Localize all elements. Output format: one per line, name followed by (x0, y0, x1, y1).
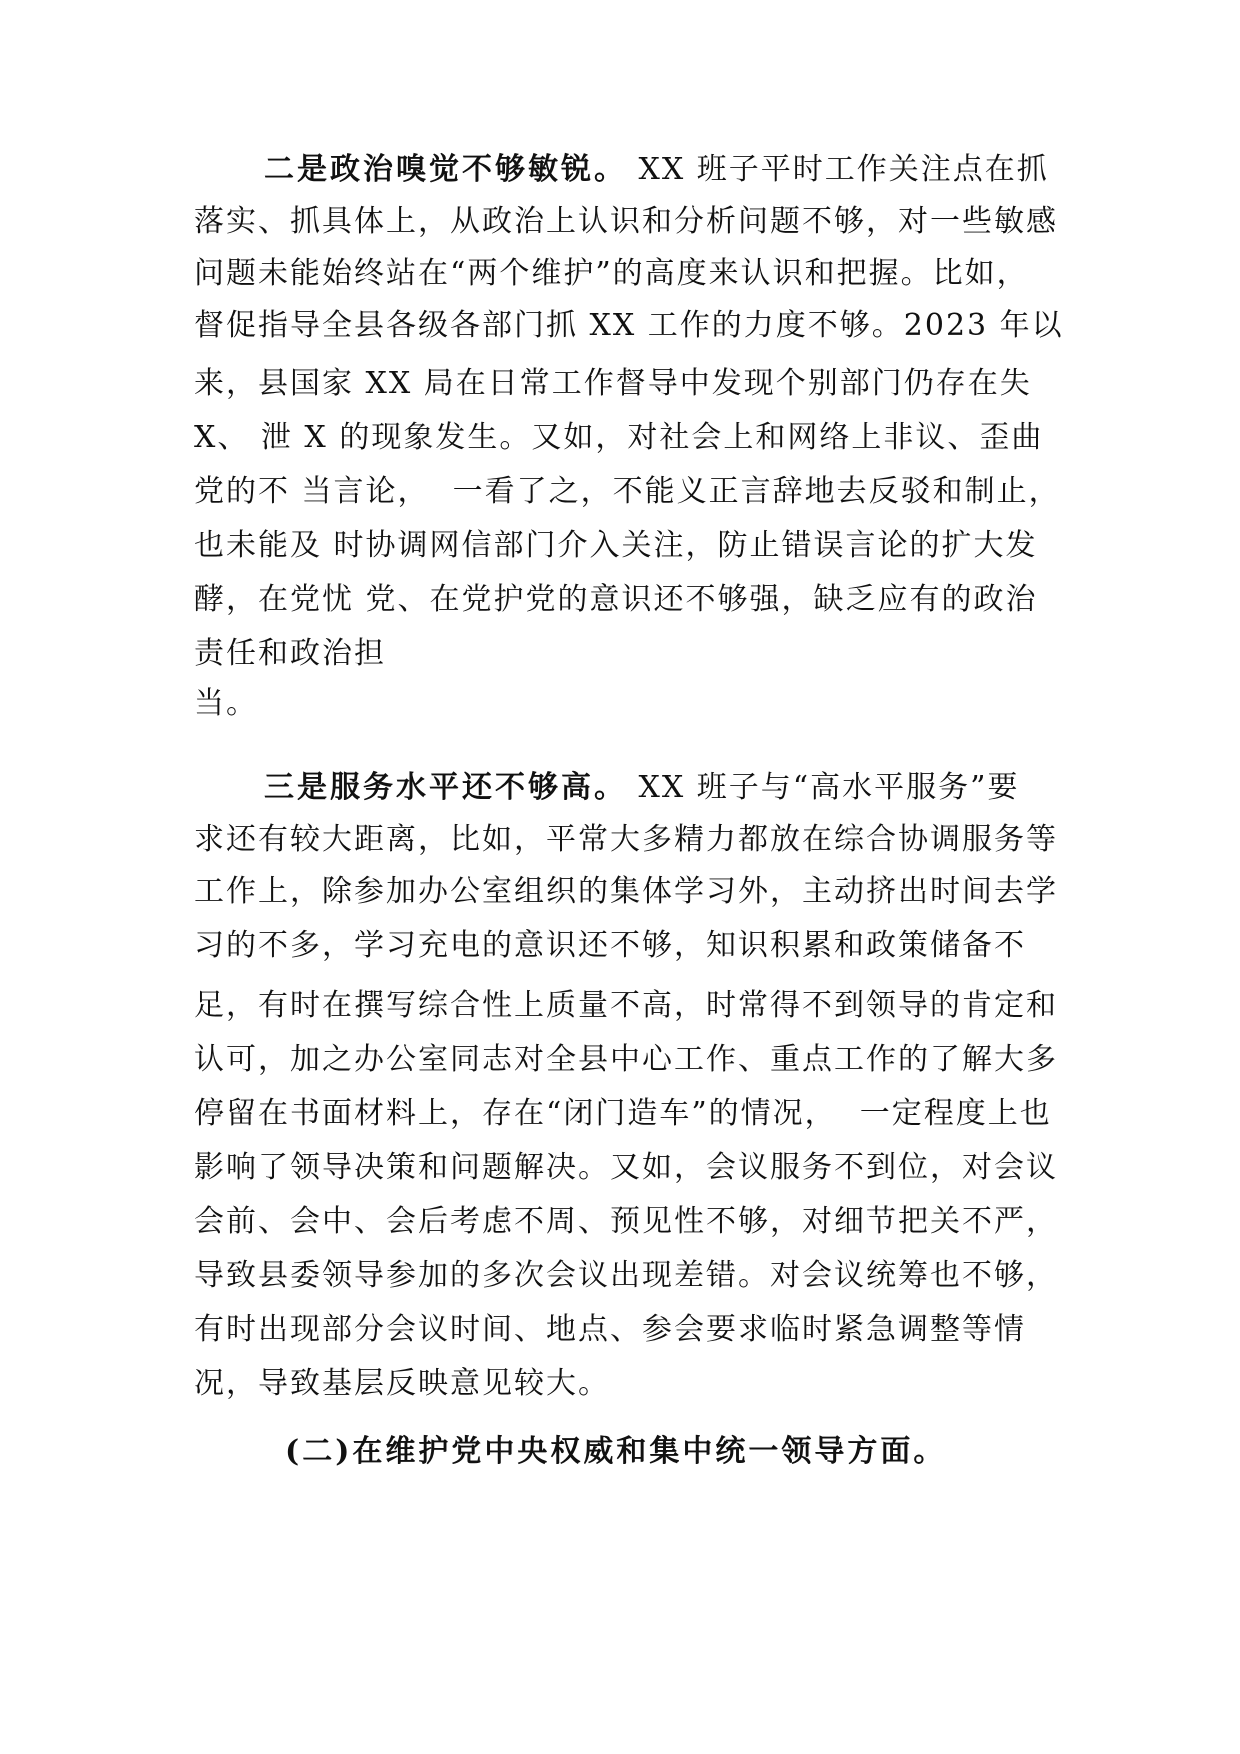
paragraph-1-line-5: 来，县国家 XX 局在日常工作督导中发现个别部门仍存在失 (194, 366, 1032, 401)
paragraph-2-line-10: 导致县委领导参加的多次会议出现差错。对会议统筹也不够， (194, 1258, 1058, 1293)
paragraph-2-text: XX 班子与“高水平服务”要 (627, 770, 1020, 805)
paragraph-2-line-4: 习的不多，学习充电的意识还不够，知识积累和政策储备不 (194, 928, 1026, 963)
paragraph-1-line-2: 落实、抓具体上，从政治上认识和分析问题不够，对一些敏感 (194, 204, 1058, 239)
paragraph-2-line-7: 停留在书面材料上，存在“闭门造车”的情况， 一定程度上也 (194, 1096, 1052, 1131)
paragraph-1-line-7: 党的不 当言论， 一看了之，不能义正言辞地去反驳和制止， (194, 474, 1061, 509)
paragraph-1-lead: 二是政治嗅觉不够敏锐。 (264, 152, 627, 187)
paragraph-1-line-6: X、 泄 X 的现象发生。又如，对社会上和网络上非议、歪曲 (194, 420, 1044, 455)
paragraph-2-line-5: 足，有时在撰写综合性上质量不高，时常得不到领导的肯定和 (194, 988, 1058, 1023)
paragraph-1-line-1 (264, 150, 1049, 190)
paragraph-2-line-3: 工作上，除参加办公室组织的集体学习外，主动挤出时间去学 (194, 874, 1058, 909)
paragraph-2-line-2: 求还有较大距离，比如，平常大多精力都放在综合协调服务等 (194, 822, 1058, 857)
paragraph-1-line-8: 也未能及 时协调网信部门介入关注，防止错误言论的扩大发 (194, 528, 1038, 563)
paragraph-2-line-6: 认可，加之办公室同志对全县中心工作、重点工作的了解大多 (194, 1042, 1058, 1077)
paragraph-1-line-4: 督促指导全县各级各部门抓 XX 工作的力度不够。2023 年以 (194, 308, 1064, 343)
paragraph-2-line-11: 有时出现部分会议时间、地点、参会要求临时紧急调整等情 (194, 1312, 1026, 1347)
paragraph-2-line-9: 会前、会中、会后考虑不周、预见性不够，对细节把关不严， (194, 1204, 1058, 1239)
paragraph-1-text: XX 班子平时工作关注点在抓 (627, 152, 1049, 187)
paragraph-2-lead: 三是服务水平还不够高。 (264, 770, 627, 805)
paragraph-1-line-9: 酵，在党忧 党、在党护党的意识还不够强，缺乏应有的政治 (194, 582, 1038, 617)
section-heading: (二)在维护党中央权威和集中统一领导方面。 (285, 1434, 947, 1469)
paragraph-2-line-1 (264, 768, 1019, 808)
paragraph-2-line-8: 影响了领导决策和问题解决。又如，会议服务不到位，对会议 (194, 1150, 1058, 1185)
paragraph-1-line-11: 当。 (194, 686, 258, 721)
paragraph-2-line-12: 况，导致基层反映意见较大。 (194, 1366, 610, 1401)
paragraph-1-line-10: 责任和政治担 (194, 636, 386, 671)
paragraph-1-line-3: 问题未能始终站在“两个维护”的高度来认识和把握。比如， (194, 256, 1029, 291)
